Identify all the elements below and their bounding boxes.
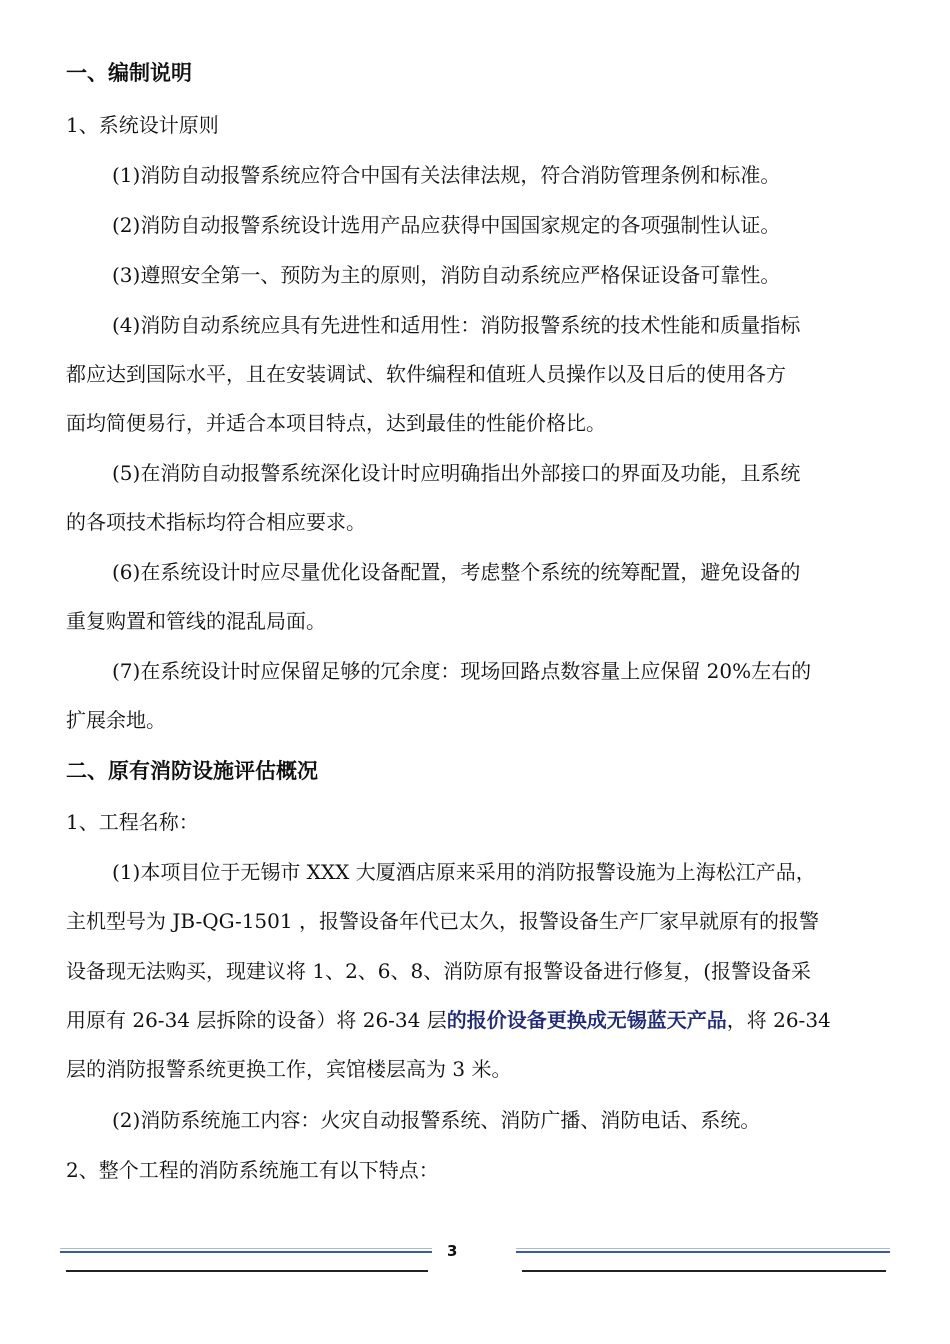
project-para-1-line-1: (1)本项目位于无锡市 XXX 大厦酒店原来采用的消防报警设施为上海松江产品， (112, 860, 816, 884)
section-heading-2: 二、原有消防设施评估概况 (66, 759, 318, 783)
principle-item-4-line-2: 都应达到国际水平，且在安装调试、软件编程和值班人员操作以及日后的使用各方 (66, 362, 786, 386)
subheading-design-principles: 1、系统设计原则 (66, 113, 219, 137)
project-para-1-line-4-end: ，将 26-34 (726, 1008, 831, 1032)
subheading-project-name: 1、工程名称： (66, 810, 199, 834)
project-para-1-line-4-start: 用原有 26-34 层拆除的设备）将 26-34 层 (66, 1008, 447, 1032)
subheading-construction-features: 2、整个工程的消防系统施工有以下特点： (66, 1158, 439, 1182)
footer-rule-right-dark (522, 1270, 886, 1272)
principle-item-7-line-2: 扩展余地。 (66, 708, 166, 732)
footer-rule-right-blue (516, 1251, 890, 1253)
footer-rule-left-blue (60, 1251, 432, 1253)
principle-item-5-line-2: 的各项技术指标均符合相应要求。 (66, 510, 366, 534)
principle-item-6-line-1: (6)在系统设计时应尽量优化设备配置，考虑整个系统的统筹配置，避免设备的 (112, 560, 801, 584)
footer-rule-left-light (60, 1248, 432, 1249)
project-para-2: (2)消防系统施工内容：火灾自动报警系统、消防广播、消防电话、系统。 (112, 1108, 761, 1132)
project-para-1-line-4 (66, 1006, 831, 1034)
section-heading-1: 一、编制说明 (66, 61, 192, 85)
page-number: 3 (447, 1242, 458, 1260)
project-para-1-line-3: 设备现无法购买，现建议将 1、2、6、8、消防原有报警设备进行修复，(报警设备采 (66, 959, 812, 983)
principle-item-1: (1)消防自动报警系统应符合中国有关法律法规，符合消防管理条例和标准。 (112, 163, 781, 187)
principle-item-4-line-1: (4)消防自动系统应具有先进性和适用性：消防报警系统的技术性能和质量指标 (112, 313, 801, 337)
project-para-1-line-2: 主机型号为 JB-QG-1501 ，报警设备年代已太久，报警设备生产厂家早就原有的报警 (66, 909, 819, 933)
principle-item-5-line-1: (5)在消防自动报警系统深化设计时应明确指出外部接口的界面及功能，且系统 (112, 461, 801, 485)
principle-item-3: (3)遵照安全第一、预防为主的原则，消防自动系统应严格保证设备可靠性。 (112, 263, 781, 287)
highlighted-replacement-text: 的报价设备更换成无锡蓝天产品 (446, 1008, 727, 1032)
principle-item-2: (2)消防自动报警系统设计选用产品应获得中国国家规定的各项强制性认证。 (112, 213, 781, 237)
principle-item-7-line-1: (7)在系统设计时应保留足够的冗余度：现场回路点数容量上应保留 20%左右的 (112, 659, 812, 683)
footer-rule-right-light (516, 1248, 890, 1249)
principle-item-6-line-2: 重复购置和管线的混乱局面。 (66, 609, 326, 633)
principle-item-4-line-3: 面均简便易行，并适合本项目特点，达到最佳的性能价格比。 (66, 411, 606, 435)
footer-rule-left-dark (66, 1270, 428, 1272)
project-para-1-line-5: 层的消防报警系统更换工作，宾馆楼层高为 3 米。 (66, 1057, 512, 1081)
